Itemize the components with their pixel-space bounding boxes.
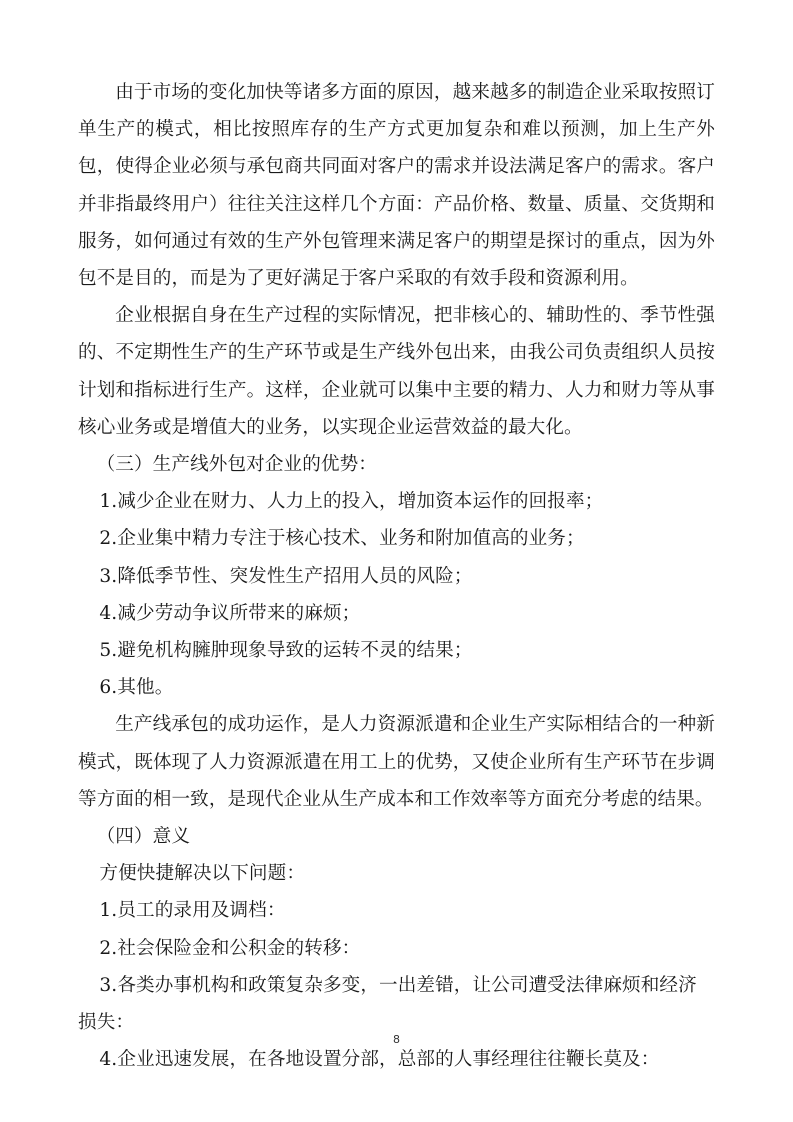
numbered-list-item: 2.企业集中精力专注于核心技术、业务和附加值高的业务； (99, 528, 585, 550)
body-paragraph: 生产线承包的成功运作，是人力资源派遣和企业生产实际相结合的一种新模式，既体现了人力资源派遣在用工上的优势，又使企业所有生产环节在步调等方面的相一致，是现代企业从生产成本和工作效率等方面充分考虑的结果。 (78, 714, 715, 810)
numbered-list-item: 4.企业迅速发展，在各地设置分部，总部的人事经理往往鞭长莫及： (99, 1049, 660, 1071)
lead-in-line: 方便快捷解决以下问题： (99, 863, 306, 885)
body-paragraph: 企业根据自身在生产过程的实际情况，把非核心的、辅助性的、季节性强的、不定期性生产的生产环节或是生产线外包出来，由我公司负责组织人员按计划和指标进行生产。这样，企业就可以集中主要的精力、人力和财力等从事核心业务或是增值大的业务，以实现企业运营效益的最大化。 (78, 305, 715, 438)
section-heading: （四）意义 (96, 826, 191, 848)
numbered-list-item: 5.避免机构臃肿现象导致的运转不灵的结果； (99, 640, 473, 662)
numbered-list-item: 3.各类办事机构和政策复杂多变，一出差错，让公司遭受法律麻烦和经济损失： (78, 974, 697, 1034)
page-number: 8 (393, 1033, 400, 1046)
numbered-list-item: 1.减少企业在财力、人力上的投入，增加资本运作的回报率； (99, 491, 604, 513)
numbered-list-item: 2.社会保险金和公积金的转移： (99, 937, 361, 959)
numbered-list-item: 3.降低季节性、突发性生产招用人员的风险； (99, 565, 473, 587)
numbered-list-item: 4.减少劳动争议所带来的麻烦； (99, 602, 361, 624)
numbered-list-item: 6.其他。 (99, 677, 174, 699)
numbered-list-item: 1.员工的录用及调档： (99, 900, 286, 922)
section-heading: （三）生产线外包对企业的优势： (96, 454, 378, 476)
body-paragraph: 由于市场的变化加快等诸多方面的原因，越来越多的制造企业采取按照订单生产的模式，相比按照库存的生产方式更加复杂和难以预测，加上生产外包，使得企业必须与承包商共同面对客户的需求并设法满足客户的需求。客户并非指最终用户）往往关注这样几个方面：产品价格、数量、质量、交货期和服务，如何通过有效的生产外包管理来满足客户的期望是探讨的重点，因为外包不是目的，而是为了更好满足于客户采取的有效手段和资源利用。 (78, 82, 715, 290)
document-body (78, 74, 715, 1078)
